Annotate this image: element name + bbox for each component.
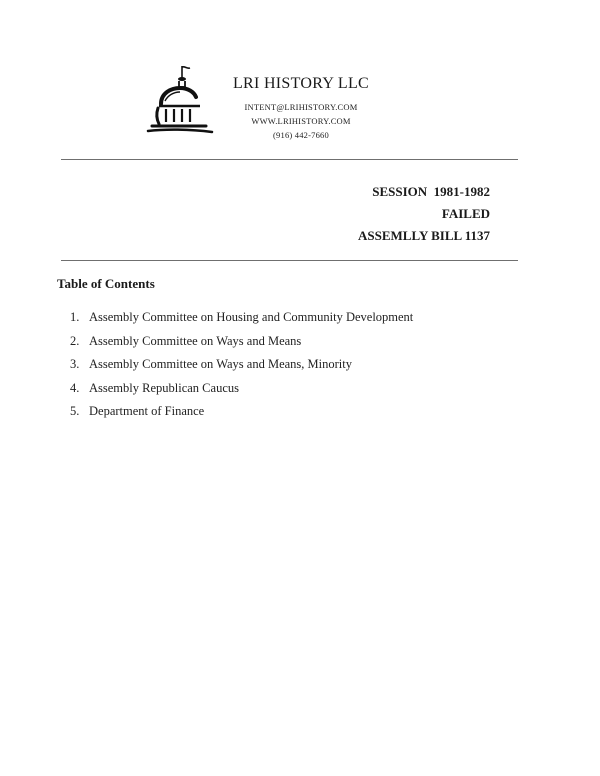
- company-info: [226, 74, 376, 142]
- toc-item-label[interactable]: Department of Finance: [89, 404, 205, 418]
- toc-item-number: 5.: [70, 404, 80, 418]
- toc-item-label[interactable]: Assembly Committee on Ways and Means: [89, 333, 302, 348]
- toc-item[interactable]: [70, 353, 413, 377]
- toc-item-label[interactable]: Assembly Republican Caucus: [89, 380, 239, 395]
- company-phone: (916) 442-7660: [273, 130, 329, 140]
- toc-list: [70, 306, 413, 424]
- header-divider: [61, 159, 518, 160]
- bill-info: [358, 181, 490, 247]
- section-divider: [61, 260, 518, 261]
- toc-item-number: 3.: [70, 357, 80, 371]
- session-label: SESSION 1981-1982: [372, 184, 490, 199]
- toc-item[interactable]: [70, 377, 413, 401]
- company-website: WWW.LRIHISTORY.COM: [251, 116, 351, 126]
- toc-item-label[interactable]: Assembly Committee on Ways and Means, Minority: [89, 357, 352, 371]
- toc-item[interactable]: [70, 400, 413, 424]
- capitol-dome-icon: [144, 64, 214, 140]
- toc-item[interactable]: [70, 330, 413, 354]
- company-email: INTENT@LRIHISTORY.COM: [244, 102, 358, 112]
- bill-status: FAILED: [441, 206, 490, 221]
- toc-item-number: 4.: [70, 380, 80, 395]
- toc-item[interactable]: [70, 306, 413, 330]
- toc-item-label[interactable]: Assembly Committee on Housing and Community Development: [89, 310, 414, 324]
- toc-item-number: 1.: [70, 310, 80, 324]
- toc-item-number: 2.: [70, 333, 80, 348]
- bill-number: ASSEMLLY BILL 1137: [358, 228, 490, 243]
- toc-title: Table of Contents: [57, 276, 155, 291]
- company-name: LRI HISTORY LLC: [232, 75, 370, 92]
